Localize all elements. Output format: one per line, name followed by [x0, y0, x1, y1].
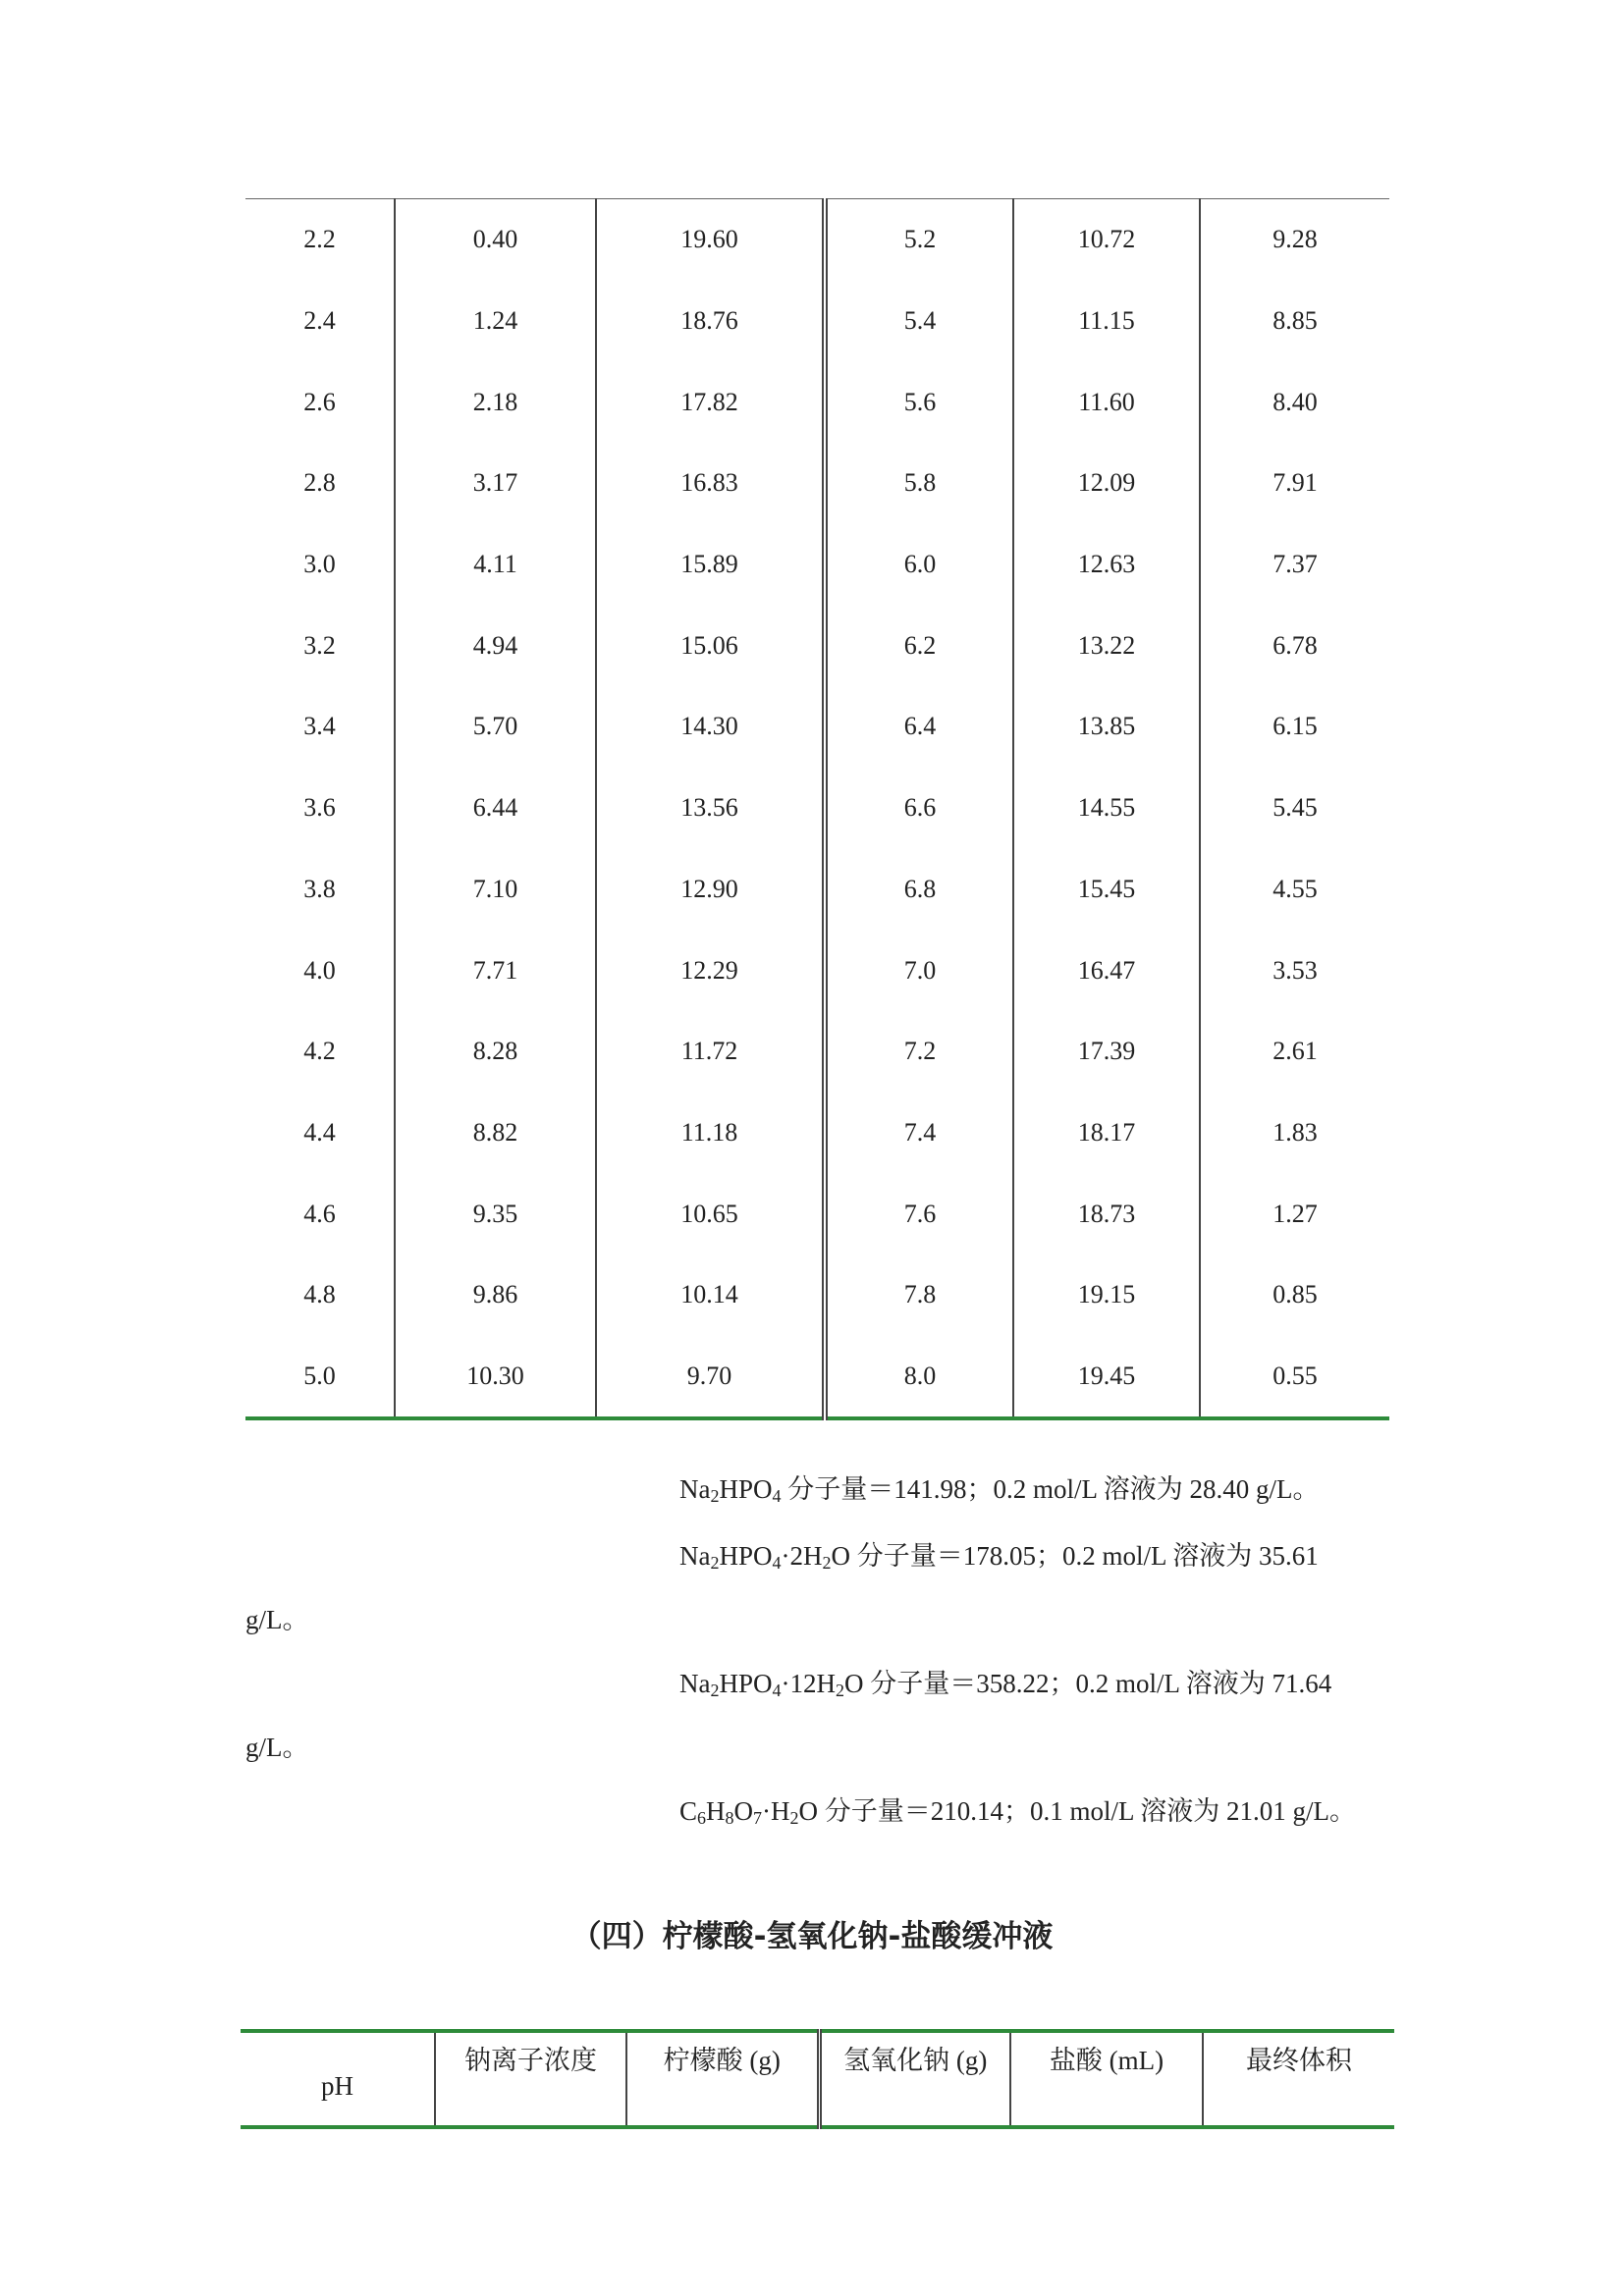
- table-cell: 3.6: [303, 793, 336, 823]
- table-cell: 16.47: [1013, 930, 1200, 1011]
- table-cell: 7.4: [825, 1093, 1013, 1174]
- table-cell: 8.28: [395, 1011, 596, 1093]
- table-cell: 10.72: [1013, 199, 1200, 281]
- header-row: [241, 2031, 1394, 2127]
- table-cell: 8.85: [1200, 281, 1389, 362]
- table-cell: 1.27: [1200, 1173, 1389, 1255]
- table-cell: 18.73: [1013, 1173, 1200, 1255]
- table-cell: 5.0: [303, 1361, 336, 1390]
- note-na2hpo4-2h2o-continuation: g/L。: [245, 1605, 309, 1634]
- table-cell: 2.2: [303, 225, 336, 254]
- table-cell: 3.53: [1200, 930, 1389, 1011]
- table-cell: 8.0: [825, 1336, 1013, 1419]
- header-cell: 氢氧化钠 (g): [819, 2031, 1010, 2127]
- table-cell: 6.0: [825, 524, 1013, 606]
- table-cell: 4.6: [303, 1199, 336, 1228]
- table-cell: 18.76: [596, 281, 825, 362]
- table-cell: 7.91: [1200, 443, 1389, 524]
- note-na2hpo4-2h2o: $Na_2HPO_4\cdot 2H_2O$ 分子量＝178.05；0.2 mol/L 溶液为 35.61: [679, 1541, 1319, 1573]
- table-row: [245, 686, 1389, 768]
- table-cell: 5.6: [825, 361, 1013, 443]
- table-cell: 11.15: [1013, 281, 1200, 362]
- table-cell: 14.55: [1013, 768, 1200, 849]
- table-cell: 18.17: [1013, 1093, 1200, 1174]
- table-cell: 7.0: [825, 930, 1013, 1011]
- table-cell: 12.63: [1013, 524, 1200, 606]
- table-row: [245, 281, 1389, 362]
- table-cell: 6.15: [1200, 686, 1389, 768]
- table-cell: 12.29: [596, 930, 825, 1011]
- table-row: [245, 849, 1389, 931]
- table-cell: 3.2: [303, 630, 336, 660]
- table-cell: 4.2: [303, 1037, 336, 1066]
- table-cell: 17.82: [596, 361, 825, 443]
- table-cell: 2.18: [395, 361, 596, 443]
- table-cell: 4.11: [395, 524, 596, 606]
- table-cell: 5.2: [825, 199, 1013, 281]
- table-cell: 13.22: [1013, 605, 1200, 686]
- table-row: [245, 605, 1389, 686]
- table-cell: 3.17: [395, 443, 596, 524]
- table-cell: 11.60: [1013, 361, 1200, 443]
- table-cell: 13.56: [596, 768, 825, 849]
- table-cell: 7.8: [825, 1255, 1013, 1336]
- table-cell: 2.4: [303, 306, 336, 336]
- table-cell: 4.94: [395, 605, 596, 686]
- table-cell: 10.30: [395, 1336, 596, 1419]
- table-cell: 17.39: [1013, 1011, 1200, 1093]
- note-citric-acid: $C_6H_8O_7\cdot H_2O$ 分子量＝210.14；0.1 mol/L 溶液为 21.01 g/L。: [679, 1796, 1357, 1828]
- table-row: [245, 361, 1389, 443]
- table-cell: 15.45: [1013, 849, 1200, 931]
- table-cell: 11.72: [596, 1011, 825, 1093]
- citrate-naoh-hcl-buffer-table: [241, 2029, 1394, 2129]
- table-cell: 9.86: [395, 1255, 596, 1336]
- table-cell: 11.18: [596, 1093, 825, 1174]
- table-row: [245, 1173, 1389, 1255]
- table-cell: 10.14: [596, 1255, 825, 1336]
- table-cell: 3.4: [303, 712, 336, 741]
- table-cell: 9.35: [395, 1173, 596, 1255]
- table-cell: 4.55: [1200, 849, 1389, 931]
- table-row: [245, 768, 1389, 849]
- note-na2hpo4: $Na_2HPO_4$ 分子量＝141.98；0.2 mol/L 溶液为 28.40 g/L。: [679, 1474, 1320, 1506]
- table-cell: 0.85: [1200, 1255, 1389, 1336]
- table-cell: 6.2: [825, 605, 1013, 686]
- note-na2hpo4-12h2o: $Na_2HPO_4\cdot 12H_2O$ 分子量＝358.22；0.2 mol/L 溶液为 71.64: [679, 1669, 1332, 1700]
- header-cell: 盐酸 (mL): [1010, 2031, 1203, 2127]
- table-cell: 3.8: [303, 874, 336, 903]
- header-cell: pH: [321, 2070, 353, 2101]
- table-row: [245, 1255, 1389, 1336]
- table-cell: 19.15: [1013, 1255, 1200, 1336]
- table-cell: 19.60: [596, 199, 825, 281]
- table-cell: 6.78: [1200, 605, 1389, 686]
- table-cell: 5.70: [395, 686, 596, 768]
- table-row: [245, 1093, 1389, 1174]
- table-cell: 19.45: [1013, 1336, 1200, 1419]
- table-body: [245, 199, 1389, 1419]
- table-row: [245, 524, 1389, 606]
- table-cell: 4.4: [303, 1117, 336, 1147]
- header-cell: 钠离子浓度: [435, 2031, 626, 2127]
- table-row: [245, 930, 1389, 1011]
- table-cell: 2.8: [303, 468, 336, 498]
- table-cell: 7.71: [395, 930, 596, 1011]
- table-cell: 7.37: [1200, 524, 1389, 606]
- table-cell: 4.0: [303, 955, 336, 985]
- table-row: [245, 1011, 1389, 1093]
- table-row: [245, 1336, 1389, 1419]
- table-cell: 15.06: [596, 605, 825, 686]
- table-cell: 1.24: [395, 281, 596, 362]
- table-cell: 9.70: [596, 1336, 825, 1419]
- table-cell: 7.6: [825, 1173, 1013, 1255]
- table-cell: 14.30: [596, 686, 825, 768]
- table-cell: 2.6: [303, 387, 336, 416]
- table-cell: 2.61: [1200, 1011, 1389, 1093]
- table-cell: 5.4: [825, 281, 1013, 362]
- table-cell: 7.10: [395, 849, 596, 931]
- table-cell: 15.89: [596, 524, 825, 606]
- table-cell: 9.28: [1200, 199, 1389, 281]
- header-cell: 柠檬酸 (g): [626, 2031, 819, 2127]
- table-row: [245, 443, 1389, 524]
- table-cell: 1.83: [1200, 1093, 1389, 1174]
- table-cell: 6.4: [825, 686, 1013, 768]
- table-cell: 10.65: [596, 1173, 825, 1255]
- table-cell: 4.8: [303, 1280, 336, 1309]
- table-cell: 0.55: [1200, 1336, 1389, 1419]
- table-cell: 0.40: [395, 199, 596, 281]
- table-cell: 5.8: [825, 443, 1013, 524]
- note-na2hpo4-12h2o-continuation: g/L。: [245, 1733, 309, 1762]
- table-row: [245, 199, 1389, 281]
- table-cell: 12.09: [1013, 443, 1200, 524]
- table-cell: 3.0: [303, 550, 336, 579]
- table-cell: 6.6: [825, 768, 1013, 849]
- phosphate-citrate-buffer-table: [245, 198, 1389, 1420]
- table-cell: 6.44: [395, 768, 596, 849]
- table-cell: 8.40: [1200, 361, 1389, 443]
- table-cell: 7.2: [825, 1011, 1013, 1093]
- table-cell: 8.82: [395, 1093, 596, 1174]
- table-cell: 5.45: [1200, 768, 1389, 849]
- table-cell: 12.90: [596, 849, 825, 931]
- table-cell: 13.85: [1013, 686, 1200, 768]
- table-cell: 16.83: [596, 443, 825, 524]
- section-heading: （四）柠檬酸-氢氧化钠-盐酸缓冲液: [570, 1919, 1054, 1954]
- header-cell: 最终体积: [1203, 2031, 1394, 2127]
- table-cell: 6.8: [825, 849, 1013, 931]
